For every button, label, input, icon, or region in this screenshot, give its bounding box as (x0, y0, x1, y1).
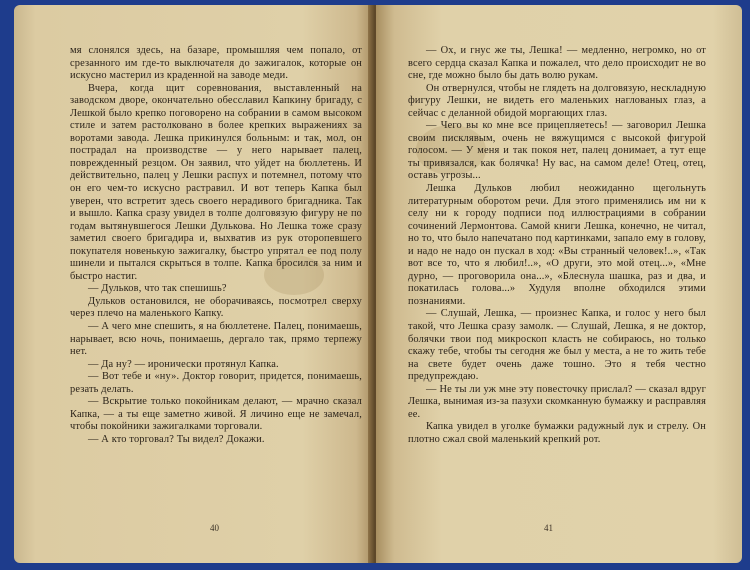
page-number: 41 (544, 523, 553, 533)
paragraph: Капка увидел в уголке бумажки радужный лук и стрелу. Он плотно сжал свой маленький крепкий рот. (408, 421, 706, 445)
page-number: 40 (210, 523, 219, 533)
paragraph: — А чего мне спешить, я на бюллетене. Палец, понимаешь, нарывает, всю ночь, понимаешь, дергало так, прямо терпежу нет. (70, 321, 362, 358)
right-page (376, 5, 742, 563)
paragraph: Вчера, когда щит соревнования, выставленный на заводском дворе, окончательно обесславил Капкину бригаду, с Лешкой было крепко поговорено на собрании в самом высоком стиле и затем растолковано в более крепких выражениях за воротами завода. Лешка прикинулся больным: и так, мол, он пострадал на производстве — у него нарывает палец, поврежденный резцом. Он заявил, что уйдет на бюллетень. И действительно, палец у Лешки распух и потемнел, потому что он его чем-то искусно растравил. И вот теперь Капка был уверен, что встретит здесь своего нерадивого бригадника. Так и вышло. Капка сразу увидел в толпе долговязую фигуру не по годам вытянувшегося Лешки Дулькова. Но Лешка тоже сразу заметил своего бригадира и, выхватив из рук оторопевшего покупателя новенькую зажигалку, быстро упрятал ее под полу шинели и пытался скрыться в толпе. Капка бросился за ним и быстро настиг. (70, 82, 362, 282)
paragraph: — Чего вы ко мне все прицепляетесь! — заговорил Лешка своим писклявым, очень не вяжущимся с высокой фигурой голосом. — У меня и так покоя нет, палец донимает, а тут еще ты привязался, как болячка! Ну вас, на самом деле! Отец, отец, оставь угрозы... (408, 120, 706, 182)
paragraph: — Слушай, Лешка, — произнес Капка, и голос у него был такой, что Лешка сразу замолк. — Слушай, Лешка, я не доктор, болячки твои под микроскоп класть не собираюсь, но только скажу тебе, чтобы ты сегодня же был у места, а не то жить тебе на свете будет очень даже тошно. Это я тебя честно предупреждаю. (408, 308, 706, 383)
paragraph: — Ох, и гнус же ты, Лешка! — медленно, негромко, но от всего сердца сказал Капка и пожалел, что дело происходит не во сне, где можно было бы дать волю рукам. (408, 45, 706, 82)
paragraph: Он отвернулся, чтобы не глядеть на долговязую, нескладную фигуру Лешки, не видеть его маленьких наглованых глаз, а сейчас с деланной обидой моргающих глаз. (408, 82, 706, 119)
paragraph: Дульков остановился, не оборачиваясь, посмотрел сверху через плечо на маленького Капку. (70, 295, 362, 320)
paragraph: — Вскрытие только покойникам делают, — мрачно сказал Капка, — а ты еще заметно живой. Я личино еще не замечал, чтобы покойники зажигалками торговали. (70, 396, 362, 433)
paragraph: Лешка Дульков любил неожиданно щегольнуть литературным оборотом речи. Для этого применялись им ни к селу ни к городу подписи под иллюстрациями в собрании сочинений Лермонтова. Самой книги Лешка, конечно, не читал, но то, что было напечатано под картинками, запало ему в голову, и надо не надо он пускал в ход: «Вы странный человек!..», «Так вот все то, что я любил!..», «О други, это мой отец...», «Мне дурно, — проговорила она...», «Блеснула шашка, раз и два, и покатилась голова...» Худуля вполне обходился этими познаниями. (408, 183, 706, 307)
paragraph: — Дульков, что так спешишь? (88, 283, 227, 295)
paragraph: — А кто торговал? Ты видел? Докажи. (88, 433, 265, 445)
paragraph: мя слонялся здесь, на базаре, промышляя чем попало, от срезанного им где-то выключателя до зажигалок, которые он искусно мастерил из краденной на заводе меди. (70, 45, 362, 82)
right-page-text (408, 45, 706, 447)
paragraph: — Да ну? — иронически протянул Капка. (88, 358, 279, 370)
left-page (14, 5, 374, 563)
left-page-text (70, 45, 362, 447)
paragraph: — Не ты ли уж мне эту повесточку прислал? — сказал вдруг Лешка, вынимая из-за пазухи скомканную бумажку и расправляя ее. (408, 383, 706, 420)
paragraph: — Вот тебе и «ну». Доктор говорит, придется, понимаешь, резать делать. (70, 371, 362, 395)
